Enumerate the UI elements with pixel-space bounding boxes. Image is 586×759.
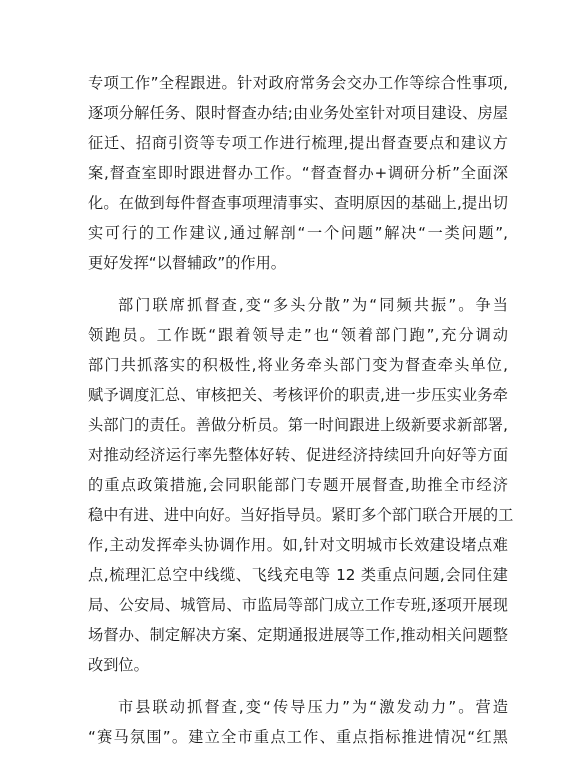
text-line: 赋予调度汇总、审核把关、考核评价的职责,进一步压实业务牵: [88, 386, 508, 404]
paragraph-1: [88, 68, 508, 278]
text-line: 头部门的责任。善做分析员。第一时间跟进上级新要求新部署,: [88, 416, 508, 434]
text-line: 对推动经济运行率先整体好转、促进经济持续回升向好等方面: [88, 446, 508, 464]
paragraph-2: [88, 290, 514, 680]
text-line: 市县联动抓督查,变“传导压力”为“激发动力”。营造: [118, 698, 508, 716]
text-line: 更好发挥“以督辅政”的作用。: [88, 254, 286, 272]
text-line: 改到位。: [88, 656, 149, 674]
text-line: 专项工作”全程跟进。针对政府常务会交办工作等综合性事项,: [88, 74, 508, 92]
text-line: 场督办、制定解决方案、定期通报进展等工作,推动相关问题整: [88, 626, 508, 644]
text-line: 部门联席抓督查,变“多头分散”为“同频共振”。争当: [118, 296, 508, 314]
text-line: 部门共抓落实的积极性,将业务牵头部门变为督查牵头单位,: [88, 356, 508, 374]
text-line: 案,督查室即时跟进督办工作。“督查督办+调研分析”全面深: [88, 164, 508, 182]
text-line: 稳中有进、进中向好。当好指导员。紧盯多个部门联合开展的工: [88, 506, 514, 524]
text-line: 作,主动发挥牵头协调作用。如,针对文明城市长效建设堵点难: [88, 536, 508, 554]
text-line: 化。在做到每件督查事项理清事实、查明原因的基础上,提出切: [88, 194, 508, 212]
paragraph-3: [88, 692, 508, 752]
text-line: 的重点政策措施,会同职能部门专题开展督查,助推全市经济: [88, 476, 508, 494]
text-line: 征迁、招商引资等专项工作进行梳理,提出督查要点和建议方: [88, 134, 508, 152]
paragraph-gap: [88, 680, 508, 692]
paragraph-gap: [88, 278, 508, 290]
body-text: [88, 68, 514, 752]
text-line: 实可行的工作建议,通过解剖“一个问题”解决“一类问题”,: [88, 224, 508, 242]
text-line: “赛马氛围”。建立全市重点工作、重点指标推进情况“红黑: [88, 728, 508, 746]
text-line: 点,梳理汇总空中线缆、飞线充电等 12 类重点问题,会同住建: [88, 566, 508, 584]
text-line: 局、公安局、城管局、市监局等部门成立工作专班,逐项开展现: [88, 596, 508, 614]
text-line: 领跑员。工作既“跟着领导走”也“领着部门跑”,充分调动: [88, 326, 508, 344]
text-line: 逐项分解任务、限时督查办结;由业务处室针对项目建设、房屋: [88, 104, 508, 122]
